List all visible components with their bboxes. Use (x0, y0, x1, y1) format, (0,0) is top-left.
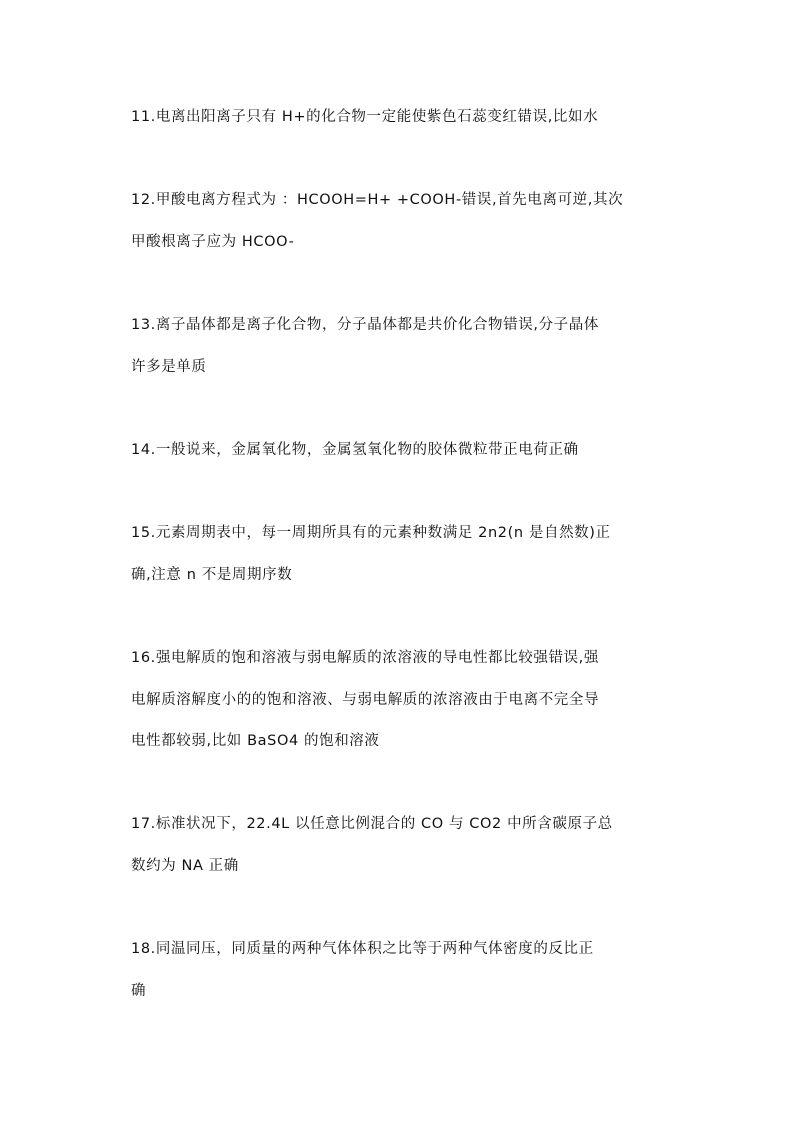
statement-line: 12.甲酸电离方程式为 ：HCOOH=H+ +COOH-错误,首先电离可逆,其次 (131, 192, 624, 208)
statement-line: 电性都较弱,比如 BaSO4 的饱和溶液 (131, 733, 380, 749)
statement-line: 13.离子晶体都是离子化合物，分子晶体都是共价化合物错误,分子晶体 (131, 317, 599, 333)
statement-13 (131, 305, 671, 388)
statement-11 (131, 97, 671, 139)
statement-14 (131, 430, 671, 472)
statement-line: 18.同温同压，同质量的两种气体体积之比等于两种气体密度的反比正 (131, 941, 594, 957)
statement-18 (131, 929, 671, 1012)
statement-line: 甲酸根离子应为 HCOO- (131, 233, 295, 250)
statement-16 (131, 638, 671, 763)
statement-12 (131, 180, 671, 263)
statement-line: 15.元素周期表中，每一周期所具有的元素种数满足 2n2(n 是自然数)正 (131, 525, 611, 541)
statement-line: 数约为 NA 正确 (131, 857, 239, 874)
statement-line: 17.标准状况下，22.4L 以任意比例混合的 CO 与 CO2 中所含碳原子总 (131, 816, 613, 832)
statement-line: 11.电离出阳离子只有 H+的化合物一定能使紫色石蕊变红错误,比如水 (131, 109, 599, 125)
statement-line: 16.强电解质的饱和溶液与弱电解质的浓溶液的导电性都比较强错误,强 (131, 650, 599, 666)
statement-line: 确,注意 n 不是周期序数 (131, 566, 293, 583)
statement-line: 电解质溶解度小的的饱和溶液、与弱电解质的浓溶液由于电离不完全导 (131, 691, 600, 708)
statement-line: 14.一般说来，金属氧化物，金属氢氧化物的胶体微粒带正电荷正确 (131, 442, 579, 458)
statement-17 (131, 804, 671, 887)
statement-line: 确 (131, 982, 147, 999)
statement-line: 许多是单质 (131, 358, 207, 375)
statement-15 (131, 513, 671, 596)
